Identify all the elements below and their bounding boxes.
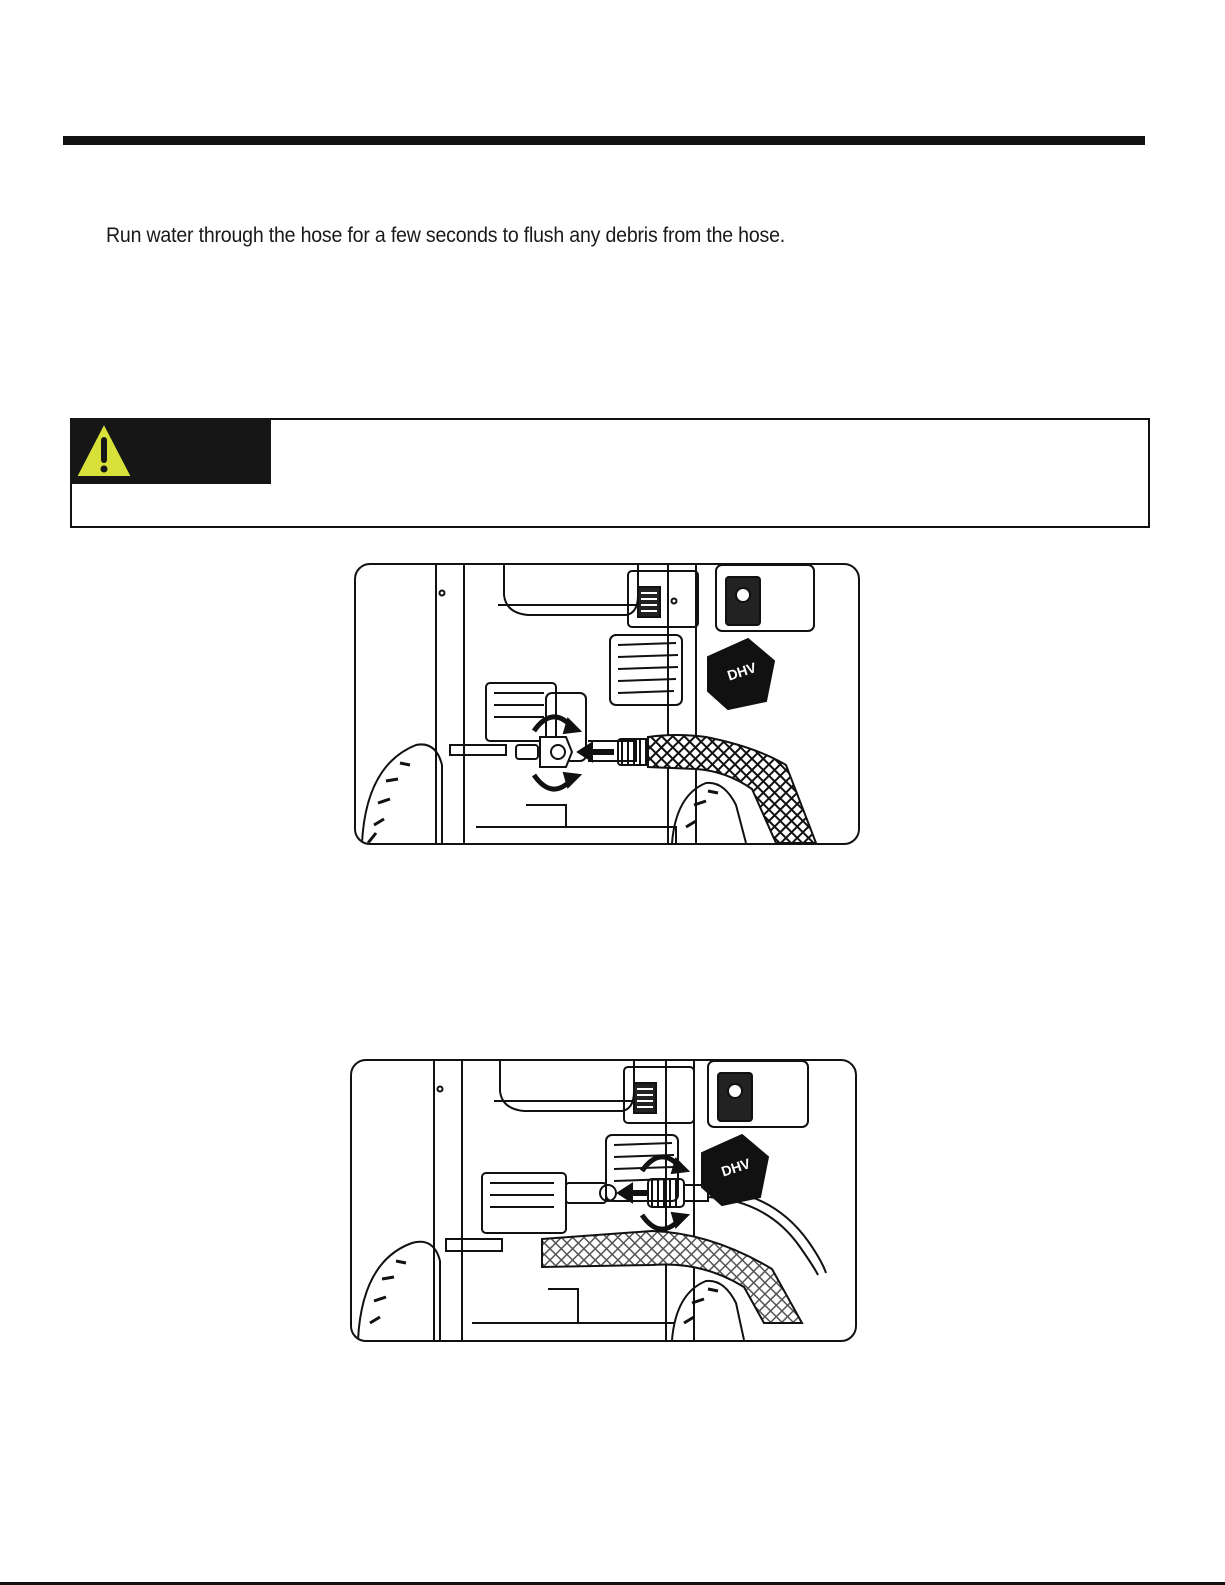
engine-badge-text: DHV — [725, 659, 759, 684]
engine-badge-text: DHV — [719, 1155, 753, 1180]
pressure-washer-illustration — [352, 1061, 855, 1340]
figure-inlet-connection — [354, 563, 860, 845]
instruction-text: Run water through the hose for a few seconds to flush any debris from the hose. — [106, 224, 786, 247]
warning-triangle-icon — [74, 421, 134, 479]
section-rule — [63, 136, 1145, 145]
warning-header — [70, 418, 271, 484]
warning-box — [70, 418, 1150, 528]
figure-outlet-connection — [350, 1059, 857, 1342]
pressure-washer-illustration — [356, 565, 858, 843]
